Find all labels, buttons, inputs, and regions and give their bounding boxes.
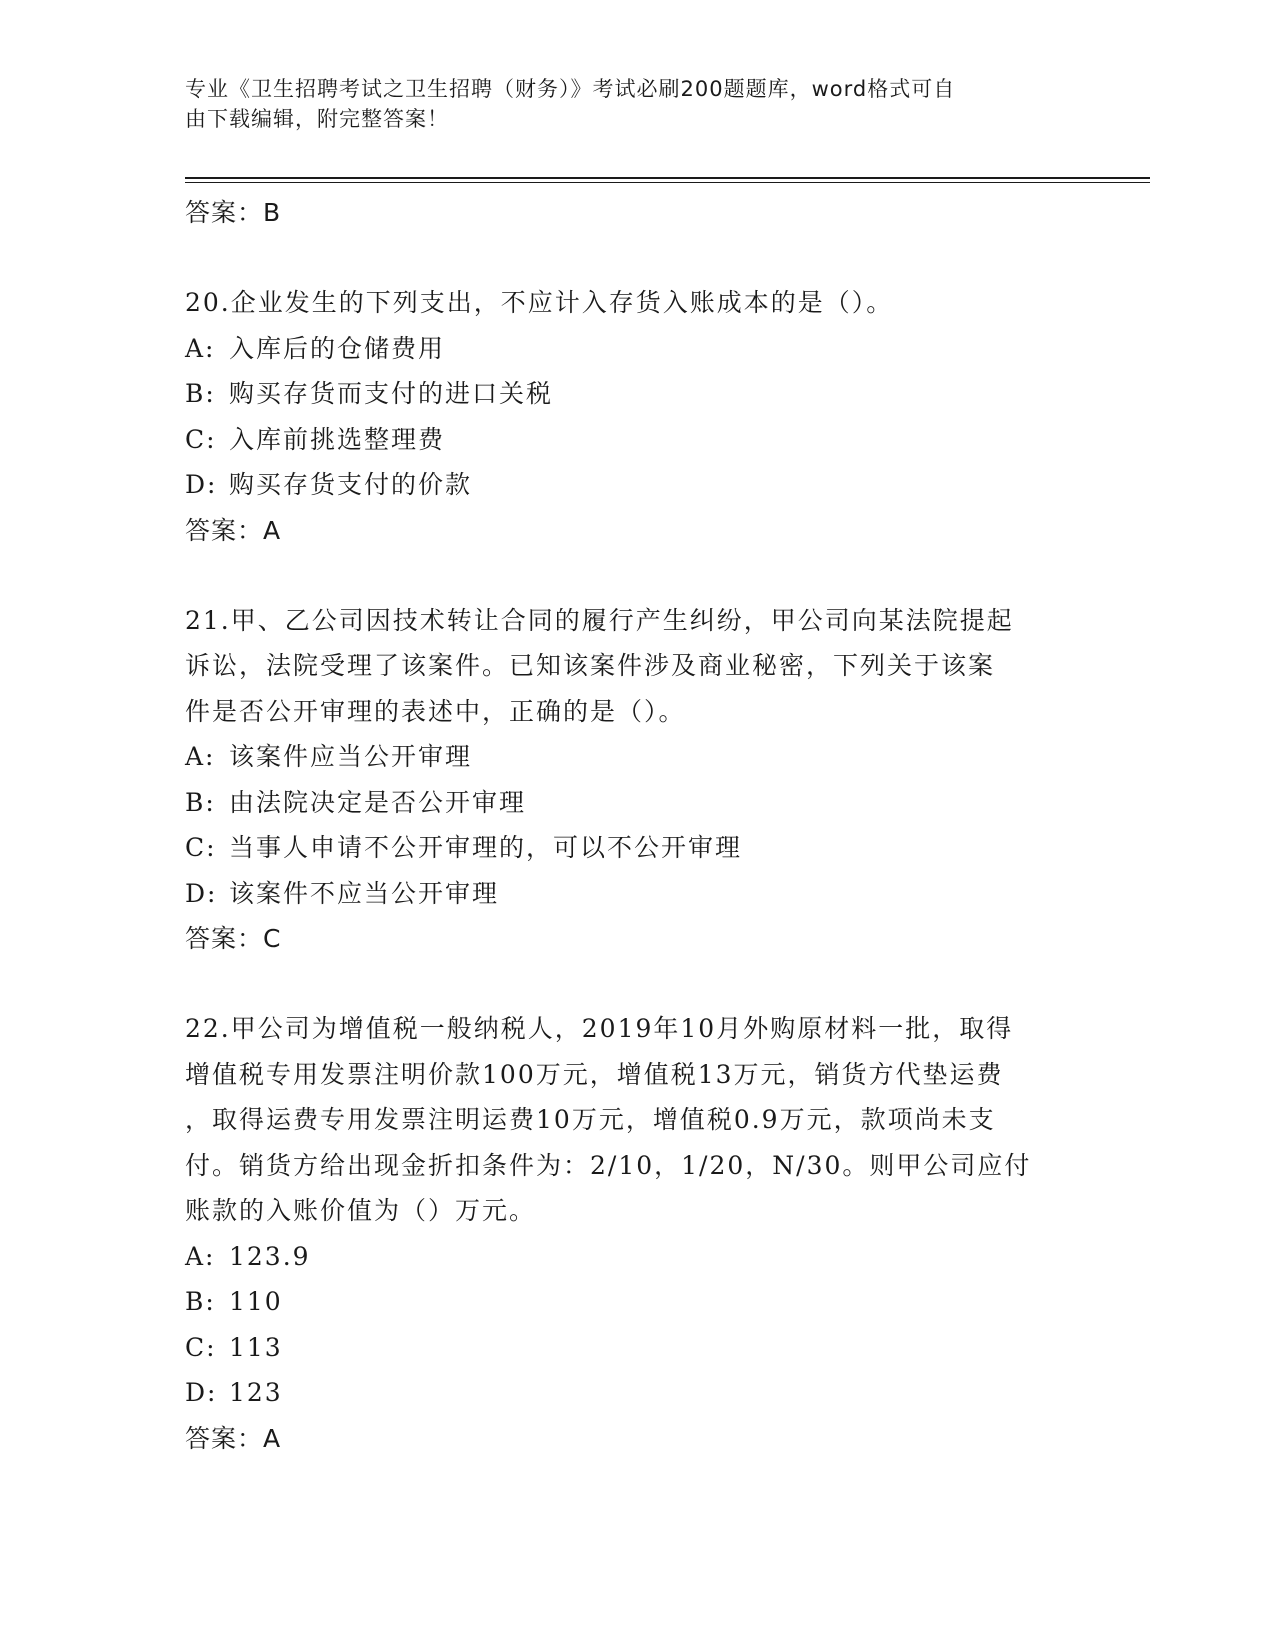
answer-label: 答案：A bbox=[185, 1423, 282, 1453]
question-line: 付。销货方给出现金折扣条件为：2/10，1/20，N/30。则甲公司应付 bbox=[185, 1150, 1032, 1180]
option-text: 购买存货而支付的进口关税 bbox=[229, 379, 554, 408]
question-line: 20.企业发生的下列支出，不应计入存货入账成本的是（）。 bbox=[185, 288, 894, 317]
question-line: 22.甲公司为增值税一般纳税人，2019年10月外购原材料一批，取得 bbox=[185, 1014, 1014, 1043]
option-a bbox=[185, 326, 1085, 372]
document-header bbox=[185, 74, 1065, 134]
question-21 bbox=[185, 598, 1085, 963]
option-text: 当事人申请不公开审理的，可以不公开审理 bbox=[229, 833, 743, 862]
option-letter: D: bbox=[185, 1378, 218, 1407]
option-letter: B: bbox=[185, 1287, 216, 1316]
option-letter: B: bbox=[185, 787, 216, 817]
option-text: 入库前挑选整理费 bbox=[229, 424, 446, 454]
option-d bbox=[185, 1370, 1085, 1416]
question-text bbox=[185, 1006, 1085, 1234]
option-c bbox=[185, 417, 1085, 463]
question-line: 21.甲、乙公司因技术转让合同的履行产生纠纷，甲公司向某法院提起 bbox=[185, 605, 1014, 635]
option-text: 123 bbox=[229, 1378, 283, 1407]
option-b bbox=[185, 1279, 1085, 1325]
header-divider-thin bbox=[185, 182, 1150, 183]
option-c bbox=[185, 825, 1085, 871]
option-b bbox=[185, 780, 1085, 826]
option-letter: B: bbox=[185, 379, 216, 408]
option-letter: A: bbox=[185, 333, 216, 363]
option-d bbox=[185, 462, 1085, 508]
question-line: 增值税专用发票注明价款100万元，增值税13万元，销货方代垫运费 bbox=[185, 1059, 1004, 1089]
answer-label: 答案：C bbox=[185, 924, 282, 953]
answer-label: 答案：A bbox=[185, 515, 282, 545]
option-text: 113 bbox=[229, 1332, 283, 1362]
option-a bbox=[185, 1234, 1085, 1280]
option-letter: C: bbox=[185, 424, 217, 454]
option-letter: D: bbox=[185, 878, 218, 908]
option-a bbox=[185, 734, 1085, 780]
option-letter: C: bbox=[185, 1332, 217, 1362]
question-text bbox=[185, 598, 1085, 735]
option-d bbox=[185, 871, 1085, 917]
option-letter: D: bbox=[185, 470, 218, 499]
option-text: 该案件应当公开审理 bbox=[229, 742, 473, 771]
question-list bbox=[185, 190, 1085, 1462]
option-text: 该案件不应当公开审理 bbox=[229, 878, 500, 908]
question-line: 件是否公开审理的表述中，正确的是（）。 bbox=[185, 696, 686, 726]
option-text: 入库后的仓储费用 bbox=[229, 333, 446, 363]
question-line: 诉讼，法院受理了该案件。已知该案件涉及商业秘密，下列关于该案 bbox=[185, 651, 996, 680]
question-line: ，取得运费专用发票注明运费10万元，增值税0.9万元，款项尚未支 bbox=[185, 1105, 996, 1134]
option-letter: C: bbox=[185, 833, 217, 862]
question-text bbox=[185, 280, 1085, 326]
option-text: 由法院决定是否公开审理 bbox=[229, 787, 527, 817]
option-c bbox=[185, 1325, 1085, 1371]
header-divider-thick bbox=[185, 177, 1150, 179]
option-text: 123.9 bbox=[229, 1241, 311, 1271]
option-letter: A: bbox=[185, 1241, 216, 1271]
header-line-1: 专业《卫生招聘考试之卫生招聘（财务）》考试必刷200题题库，word格式可自 bbox=[185, 77, 956, 101]
option-b bbox=[185, 371, 1085, 417]
previous-answer: 答案：B bbox=[185, 198, 282, 227]
question-20 bbox=[185, 280, 1085, 554]
option-text: 110 bbox=[229, 1287, 283, 1316]
header-line-2: 由下载编辑，附完整答案！ bbox=[185, 107, 449, 131]
option-letter: A: bbox=[185, 742, 216, 771]
question-22 bbox=[185, 1006, 1085, 1462]
question-line: 账款的入账价值为（）万元。 bbox=[185, 1196, 537, 1225]
option-text: 购买存货支付的价款 bbox=[229, 470, 473, 499]
